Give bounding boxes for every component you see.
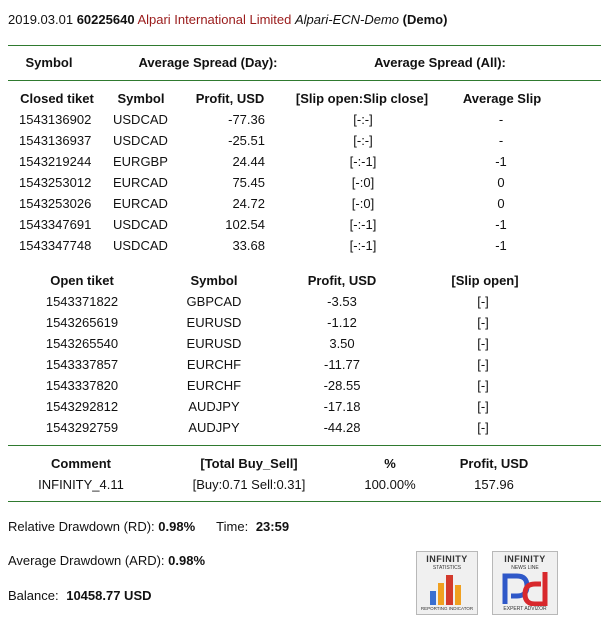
table-row	[0, 336, 601, 357]
ticket-cell: 1543253012	[19, 175, 92, 190]
broker-name: Alpari International Limited	[137, 12, 292, 27]
slip-cell: [-]	[477, 315, 489, 330]
symbol-cell: USDCAD	[113, 238, 168, 253]
symbol-cell: EURCHF	[186, 378, 242, 393]
avg-slip-cell: -	[498, 133, 504, 148]
slip-cell: [-]	[477, 378, 489, 393]
symbol-cell: AUDJPY	[188, 399, 240, 414]
percent-header: %	[384, 456, 396, 471]
closed-slip-header: [Slip open:Slip close]	[295, 91, 429, 106]
symbol-cell: USDCAD	[113, 133, 168, 148]
pd-monogram-icon	[501, 570, 549, 606]
slip-cell: [-]	[477, 420, 489, 435]
table-row	[0, 133, 601, 154]
infinity-statistics-logo[interactable]	[416, 551, 478, 615]
open-ticket-header: Open tiket	[50, 273, 114, 288]
logo-subtitle: STATISTICS	[432, 565, 462, 571]
profit-cell: -1.12	[327, 315, 357, 330]
divider	[8, 501, 601, 502]
summary-row	[0, 477, 601, 498]
account-number: 60225640	[76, 12, 135, 27]
table-row	[0, 420, 601, 441]
report-header	[8, 12, 447, 27]
table-row	[0, 217, 601, 238]
profit-cell: -3.53	[327, 294, 357, 309]
avg-slip-cell: -1	[495, 154, 507, 169]
avg-slip-cell: -1	[495, 217, 507, 232]
profit-cell: -28.55	[323, 378, 361, 393]
balance	[8, 588, 152, 603]
profit-cell: -44.28	[323, 420, 361, 435]
table-row	[0, 378, 601, 399]
open-table-header	[0, 273, 601, 294]
open-profit-header: Profit, USD	[307, 273, 377, 288]
profit-cell: -17.18	[323, 399, 361, 414]
closed-ticket-header: Closed tiket	[20, 91, 94, 106]
table-row	[0, 315, 601, 336]
bar-chart-icon	[427, 573, 467, 605]
ticket-cell: 1543337857	[45, 357, 119, 372]
ticket-cell: 1543253026	[19, 196, 92, 211]
symbol-cell: EURCAD	[113, 175, 168, 190]
profit-cell: -77.36	[228, 112, 265, 127]
ard-label: Average Drawdown (ARD):	[8, 553, 165, 568]
table-row	[0, 112, 601, 133]
percent-value: 100.00%	[364, 477, 416, 492]
avg-slip-cell: 0	[497, 196, 505, 211]
divider	[8, 45, 601, 46]
ticket-cell: 1543371822	[45, 294, 119, 309]
avg-spread-day-header: Average Spread (Day):	[138, 55, 278, 70]
relative-drawdown	[8, 519, 289, 534]
profit-cell: -11.77	[324, 357, 360, 372]
closed-table-header	[0, 91, 601, 112]
balance-label: Balance:	[8, 588, 59, 603]
total-buy-sell-header: [Total Buy_Sell]	[200, 456, 298, 471]
slip-cell: [-:-1]	[349, 217, 377, 232]
logo-title: INFINITY	[426, 554, 468, 564]
slip-cell: [-]	[477, 399, 489, 414]
time-label: Time:	[216, 519, 249, 534]
symbol-cell: EURUSD	[186, 336, 242, 351]
slip-cell: [-:0]	[351, 196, 375, 211]
logo-footer: REPORTING INDICATOR	[420, 606, 474, 611]
logo-subtitle: NEWS LINE	[511, 565, 539, 571]
slip-cell: [-]	[477, 294, 489, 309]
ard-value: 0.98%	[168, 553, 206, 568]
profit-cell: 24.72	[232, 196, 265, 211]
ticket-cell: 1543292759	[45, 420, 119, 435]
closed-avg-slip-header: Average Slip	[462, 91, 542, 106]
rd-value: 0.98%	[158, 519, 196, 534]
symbol-cell: EURUSD	[186, 315, 242, 330]
rd-label: Relative Drawdown (RD):	[8, 519, 155, 534]
profit-cell: 75.45	[232, 175, 265, 190]
slip-cell: [-:-]	[353, 112, 373, 127]
symbol-cell: AUDJPY	[188, 420, 240, 435]
divider	[8, 445, 601, 446]
slip-cell: [-]	[477, 357, 489, 372]
symbol-cell: USDCAD	[113, 217, 168, 232]
symbol-cell: EURGBP	[113, 154, 168, 169]
table-row	[0, 196, 601, 217]
logo-footer: EXPERT ADVIZOR	[503, 606, 547, 612]
comment-value: INFINITY_4.11	[38, 477, 124, 492]
profit-cell: 24.44	[232, 154, 265, 169]
avg-spread-all-header: Average Spread (All):	[374, 55, 506, 70]
total-buy-sell-value: [Buy:0.71 Sell:0.31]	[192, 477, 306, 492]
divider	[8, 80, 601, 81]
average-drawdown	[8, 553, 205, 568]
closed-symbol-header: Symbol	[117, 91, 165, 106]
ticket-cell: 1543347691	[19, 217, 92, 232]
balance-value: 10458.77 USD	[66, 588, 152, 603]
profit-cell: 33.68	[232, 238, 265, 253]
avg-slip-cell: -1	[495, 238, 507, 253]
account-mode: (Demo)	[402, 12, 448, 27]
avg-slip-cell: 0	[497, 175, 505, 190]
symbol-cell: EURCAD	[113, 196, 168, 211]
slip-cell: [-:-1]	[349, 154, 377, 169]
profit-cell: 102.54	[225, 217, 265, 232]
summary-profit-value: 157.96	[474, 477, 514, 492]
slip-cell: [-:-]	[353, 133, 373, 148]
symbol-cell: USDCAD	[113, 112, 168, 127]
report-date: 2019.03.01	[8, 12, 74, 27]
ticket-cell: 1543136902	[19, 112, 92, 127]
slip-cell: [-]	[477, 336, 489, 351]
spread-header-row	[0, 55, 601, 76]
summary-header	[0, 456, 601, 477]
symbol-cell: EURCHF	[186, 357, 242, 372]
table-row	[0, 357, 601, 378]
table-row	[0, 154, 601, 175]
slip-cell: [-:-1]	[349, 238, 377, 253]
server-name: Alpari-ECN-Demo	[295, 12, 400, 27]
open-slip-header: [Slip open]	[451, 273, 519, 288]
table-row	[0, 175, 601, 196]
logo-title: INFINITY	[504, 554, 546, 564]
ticket-cell: 1543292812	[45, 399, 119, 414]
profit-cell: -25.51	[228, 133, 265, 148]
time-value: 23:59	[255, 519, 290, 534]
table-row	[0, 399, 601, 420]
slip-cell: [-:0]	[351, 175, 375, 190]
summary-profit-header: Profit, USD	[459, 456, 529, 471]
comment-header: Comment	[51, 456, 111, 471]
ticket-cell: 1543265619	[45, 315, 119, 330]
table-row	[0, 294, 601, 315]
ticket-cell: 1543347748	[19, 238, 92, 253]
infinity-advisor-logo[interactable]	[492, 551, 558, 615]
avg-slip-cell: -	[498, 112, 504, 127]
spread-symbol-header: Symbol	[25, 55, 73, 70]
ticket-cell: 1543337820	[45, 378, 119, 393]
open-symbol-header: Symbol	[190, 273, 238, 288]
ticket-cell: 1543136937	[19, 133, 92, 148]
table-row	[0, 238, 601, 259]
ticket-cell: 1543265540	[45, 336, 119, 351]
closed-profit-header: Profit, USD	[195, 91, 265, 106]
ticket-cell: 1543219244	[19, 154, 92, 169]
profit-cell: 3.50	[329, 336, 355, 351]
symbol-cell: GBPCAD	[186, 294, 242, 309]
